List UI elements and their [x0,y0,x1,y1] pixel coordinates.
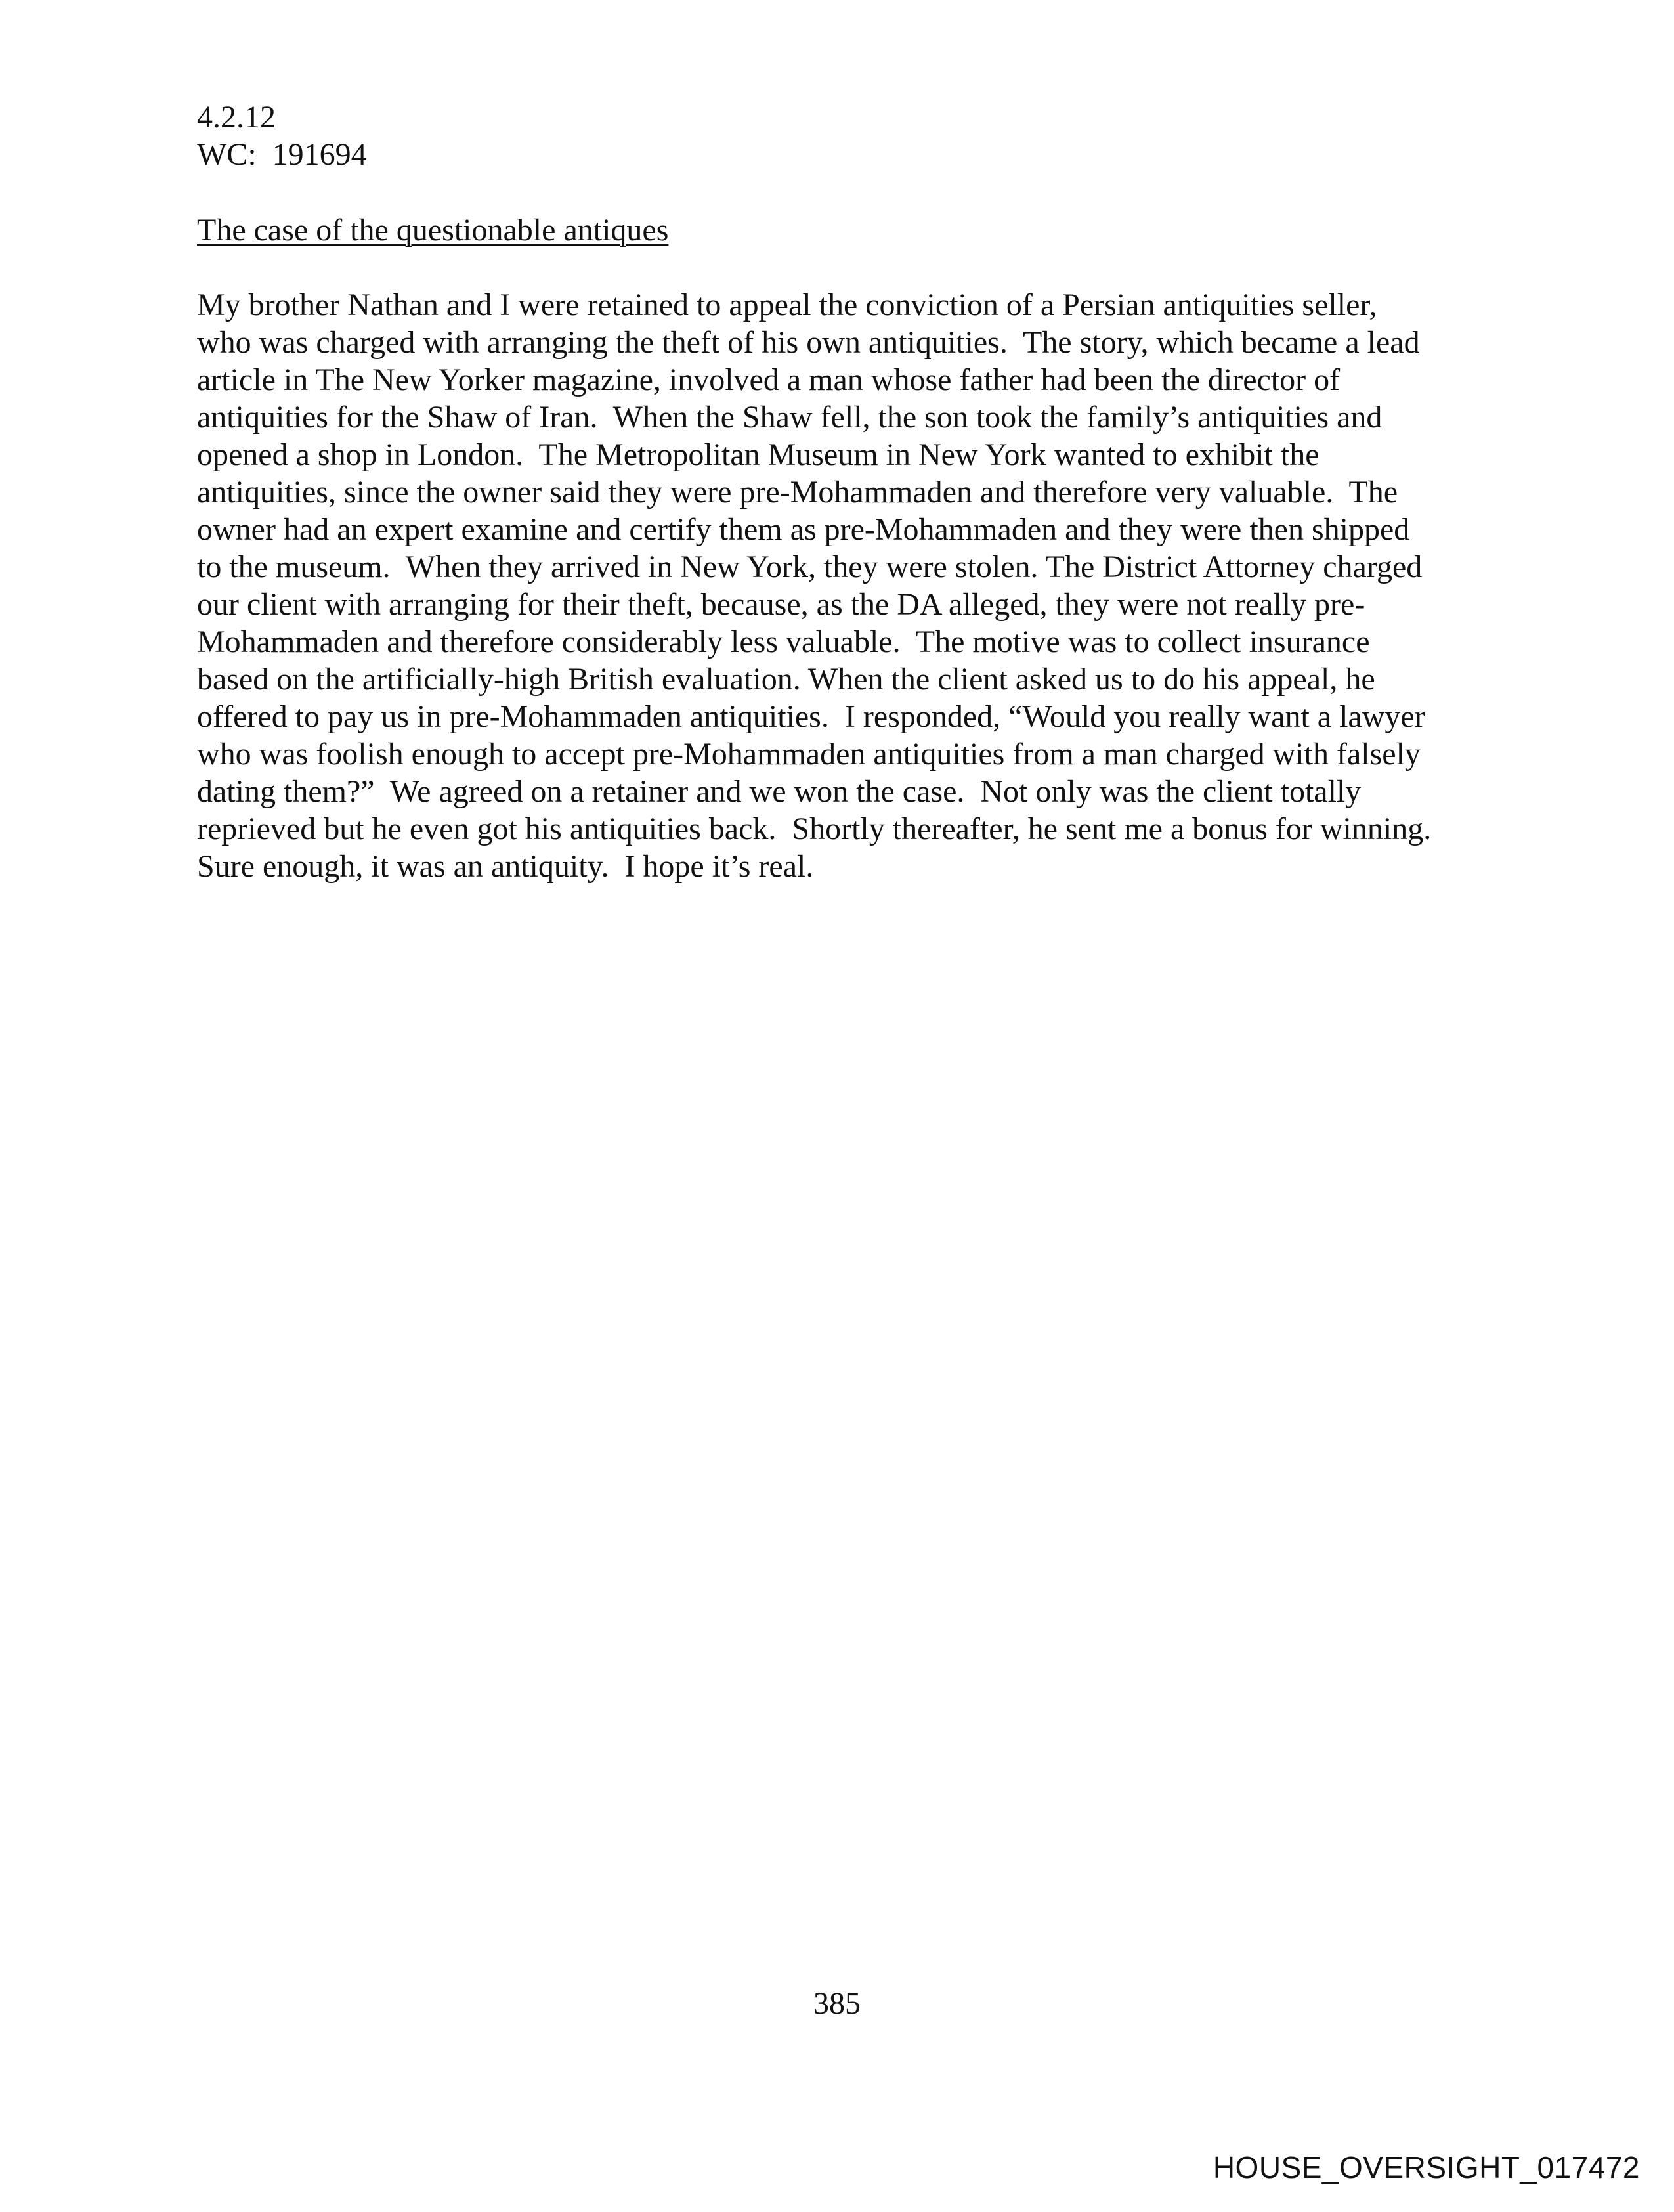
body-line: antiquities, since the owner said they were pre-Mohammaden and therefore very valuable. The [197,475,1398,510]
body-line: dating them?” We agreed on a retainer and we won the case. Not only was the client totally [197,774,1362,809]
body-line: Sure enough, it was an antiquity. I hope it’s real. [197,849,814,884]
body-line: antiquities for the Shaw of Iran. When the Shaw fell, the son took the family’s antiquities and [197,400,1383,435]
body-line: who was foolish enough to accept pre-Mohammaden antiquities from a man charged with falsely [197,737,1421,771]
page-number: 385 [813,1986,861,2021]
body-line: article in The New Yorker magazine, involved a man whose father had been the director of [197,362,1341,397]
body-line: My brother Nathan and I were retained to appeal the conviction of a Persian antiquities seller, [197,288,1377,322]
body-line: Mohammaden and therefore considerably less valuable. The motive was to collect insurance [197,624,1370,659]
word-count-line: WC: 191694 [197,137,367,172]
date-line: 4.2.12 [197,100,276,135]
body-line: opened a shop in London. The Metropolitan Museum in New York wanted to exhibit the [197,437,1320,472]
body-line: owner had an expert examine and certify them as pre-Mohammaden and they were then shipped [197,512,1410,547]
body-line: our client with arranging for their theft, because, as the DA alleged, they were not really pre- [197,587,1365,622]
body-line: based on the artificially-high British evaluation. When the client asked us to do his appeal, he [197,662,1375,697]
story-title: The case of the questionable antiques [197,213,669,248]
body-line: offered to pay us in pre-Mohammaden antiquities. I responded, “Would you really want a lawyer [197,699,1425,734]
bates-stamp: HOUSE_OVERSIGHT_017472 [1213,2150,1640,2184]
body-line: to the museum. When they arrived in New York, they were stolen. The District Attorney charged [197,550,1423,584]
body-line: reprieved but he even got his antiquities back. Shortly thereafter, he sent me a bonus for winning. [197,812,1432,846]
body-line: who was charged with arranging the theft of his own antiquities. The story, which became a lead [197,325,1420,360]
body-paragraph [197,286,1510,885]
